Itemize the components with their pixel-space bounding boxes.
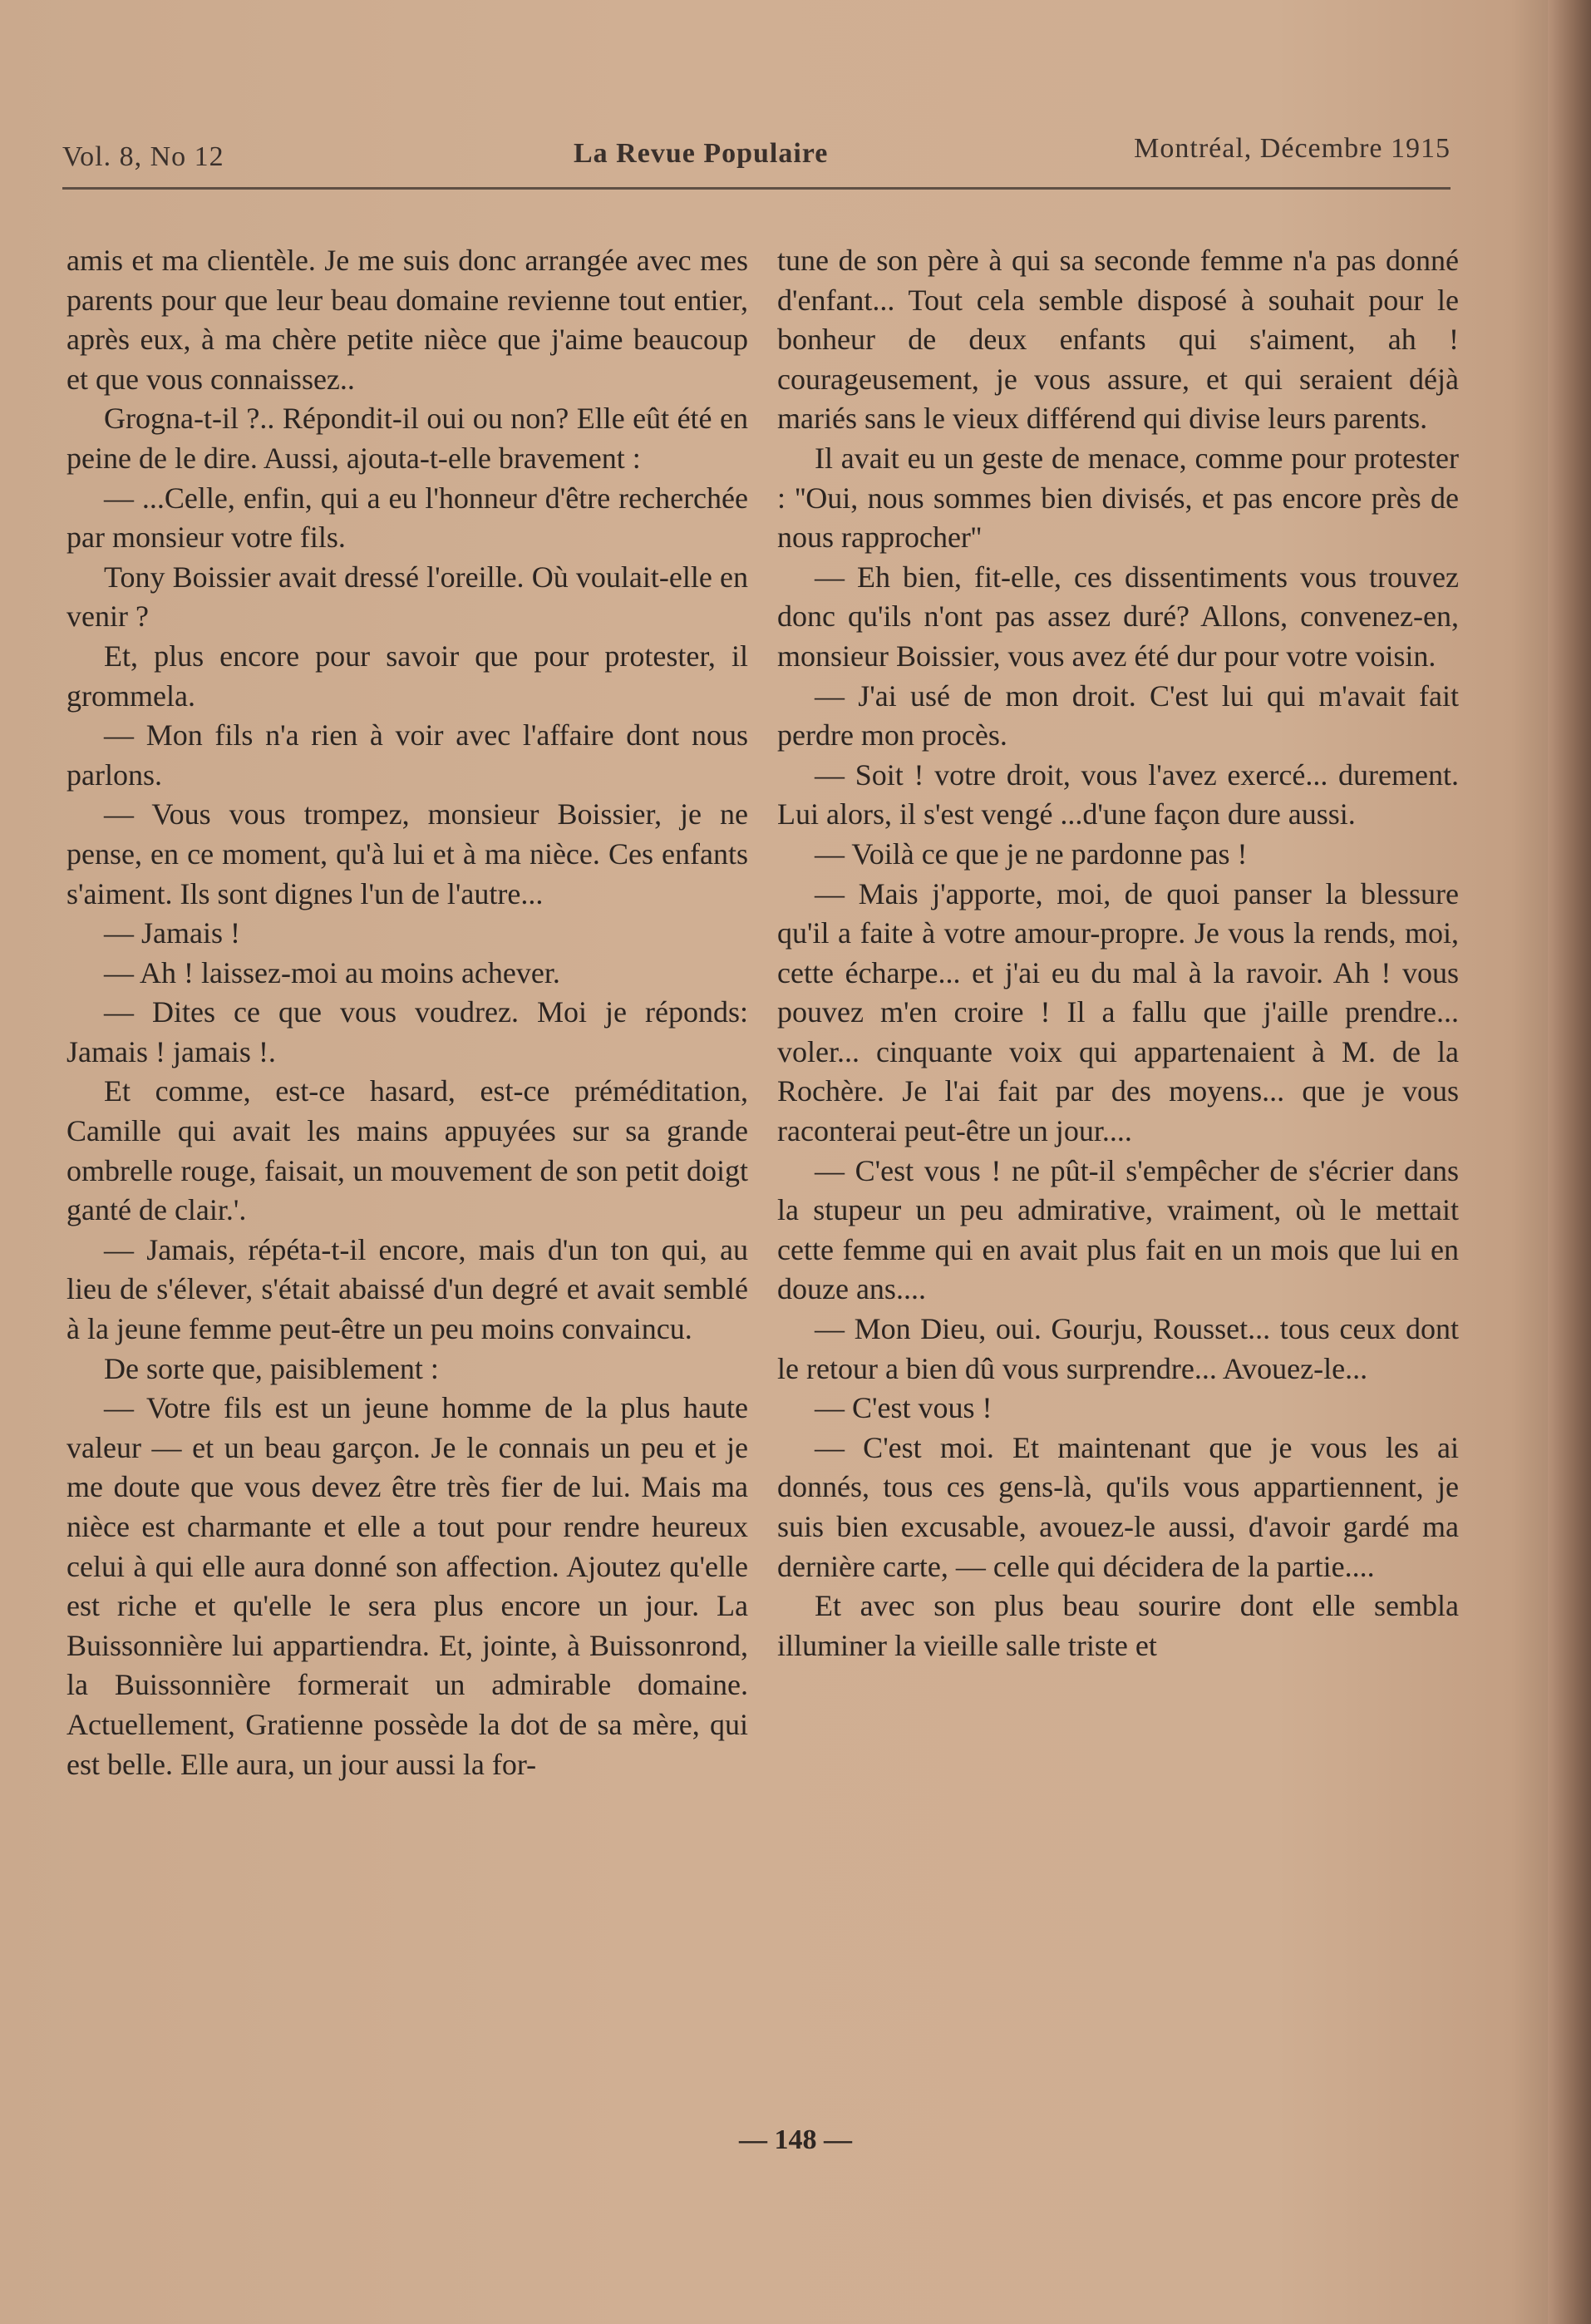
page-number: — 148 — — [739, 2124, 852, 2155]
paragraph: Il avait eu un geste de menace, comme pour protester : ''Oui, nous sommes bien divisés, et pas encore près de nous rapprocher'' — [777, 441, 1459, 555]
paragraph: — Jamais, répéta-t-il encore, mais d'un ton qui, au lieu de s'élever, s'était abaissé d'un degré et avait semblé à la jeune femme peut-être un peu moins convaincu. — [66, 1232, 748, 1346]
paragraph: — Mais j'apporte, moi, de quoi panser la blessure qu'il a faite à votre amour-propre. Je vous la rends, moi, cette écharpe... et j'ai eu du mal à la ravoir. Ah ! vous pouvez m'en croire ! Il a fallu que j'aille prendre... voler... cinquante voix qui appartenaient à M. de la Rochère. Je l'ai fait par des moyens... que je vous raconterai peut-être un jour.... — [777, 876, 1459, 1148]
paragraph: Et, plus encore pour savoir que pour protester, il grommela. — [66, 639, 748, 713]
paragraph: Grogna-t-il ?.. Répondit-il oui ou non? Elle eût été en peine de le dire. Aussi, ajouta-t-elle bravement : — [66, 402, 748, 475]
paragraph: — Ah ! laissez-moi au moins achever. — [104, 955, 560, 989]
paragraph: amis et ma clientèle. Je me suis donc arrangée avec mes parents pour que leur beau domaine revienne tout entier, après eux, à ma chère petite nièce que j'aime beaucoup et que vous connaissez.. — [66, 244, 748, 396]
page-edge — [1548, 0, 1591, 2324]
paragraph: — C'est vous ! ne pût-il s'empêcher de s'écrier dans la stupeur un peu admirative, vraiment, où le mettait cette femme qui en avait plus fait en un mois que lui en douze ans.... — [777, 1153, 1459, 1306]
paragraph: — Eh bien, fit-elle, ces dissentiments vous trouvez donc qu'ils n'ont pas assez duré? Allons, convenez-en, monsieur Boissier, vous avez été dur pour votre voisin. — [777, 560, 1459, 673]
paragraph: — Mon Dieu, oui. Gourju, Rousset... tous ceux dont le retour a bien dû vous surprendre... Avouez-le... — [777, 1312, 1459, 1385]
paragraph: tune de son père à qui sa seconde femme n'a pas donné d'enfant... Tout cela semble disposé à souhait pour le bonheur de deux enfants qui s'aiment, ah ! courageusement, je vous assure, et qui seraient déjà mariés sans le vieux différend qui divise leurs parents. — [777, 244, 1459, 436]
paragraph: — Dites ce que vous voudrez. Moi je réponds: Jamais ! jamais !. — [66, 995, 748, 1068]
paragraph: Et avec son plus beau sourire dont elle sembla illuminer la vieille salle triste et — [777, 1589, 1459, 1662]
paragraph: — ...Celle, enfin, qui a eu l'honneur d'être recherchée par monsieur votre fils. — [66, 481, 748, 555]
paragraph: — C'est moi. Et maintenant que je vous les ai donnés, tous ces gens-là, qu'ils vous appartiennent, je suis bien excusable, avouez-le aussi, d'avoir gardé ma dernière carte, — celle qui décidera de la partie.... — [777, 1430, 1459, 1583]
paragraph: Tony Boissier avait dressé l'oreille. Où voulait-elle en venir ? — [66, 560, 748, 634]
right-column — [777, 241, 1459, 1665]
paragraph: — J'ai usé de mon droit. C'est lui qui m'avait fait perdre mon procès. — [777, 678, 1459, 752]
paragraph: Et comme, est-ce hasard, est-ce préméditation, Camille qui avait les mains appuyées sur sa grande ombrelle rouge, faisait, un mouvement de son petit doigt ganté de clair.'. — [66, 1074, 748, 1227]
journal-title: La Revue Populaire — [574, 138, 829, 169]
paragraph: — Votre fils est un jeune homme de la plus haute valeur — et un beau garçon. Je le connais un peu et je me doute que vous devez être très fier de lui. Mais ma nièce est charmante et elle a tout pour rendre heureux celui à qui elle aura donné son affection. Ajoutez qu'elle est riche et qu'elle le sera plus encore un jour. La Buissonnière lui appartiendra. Et, jointe, à Buissonrond, la Buissonnière formerait un admirable domaine. Actuellement, Gratienne possède la dot de sa mère, qui est belle. Elle aura, un jour aussi la for- — [66, 1391, 748, 1781]
running-header — [62, 133, 1451, 183]
paragraph: — C'est vous ! — [815, 1391, 993, 1425]
paragraph: — Vous vous trompez, monsieur Boissier, je ne pense, en ce moment, qu'à lui et à ma nièce. Ces enfants s'aiment. Ils sont dignes l'un de l'autre... — [66, 797, 748, 910]
paragraph: — Jamais ! — [104, 916, 240, 950]
header-rule — [62, 187, 1451, 190]
paragraph: — Voilà ce que je ne pardonne pas ! — [815, 836, 1248, 871]
paragraph: — Soit ! votre droit, vous l'avez exercé... durement. Lui alors, il s'est vengé ...d'une façon dure aussi. — [777, 757, 1459, 831]
paragraph: — Mon fils n'a rien à voir avec l'affaire dont nous parlons. — [66, 718, 748, 792]
volume-number: Vol. 8, No 12 — [62, 141, 224, 172]
paragraph: De sorte que, paisiblement : — [104, 1351, 439, 1385]
left-column — [66, 241, 748, 1784]
place-date: Montréal, Décembre 1915 — [1134, 133, 1451, 164]
